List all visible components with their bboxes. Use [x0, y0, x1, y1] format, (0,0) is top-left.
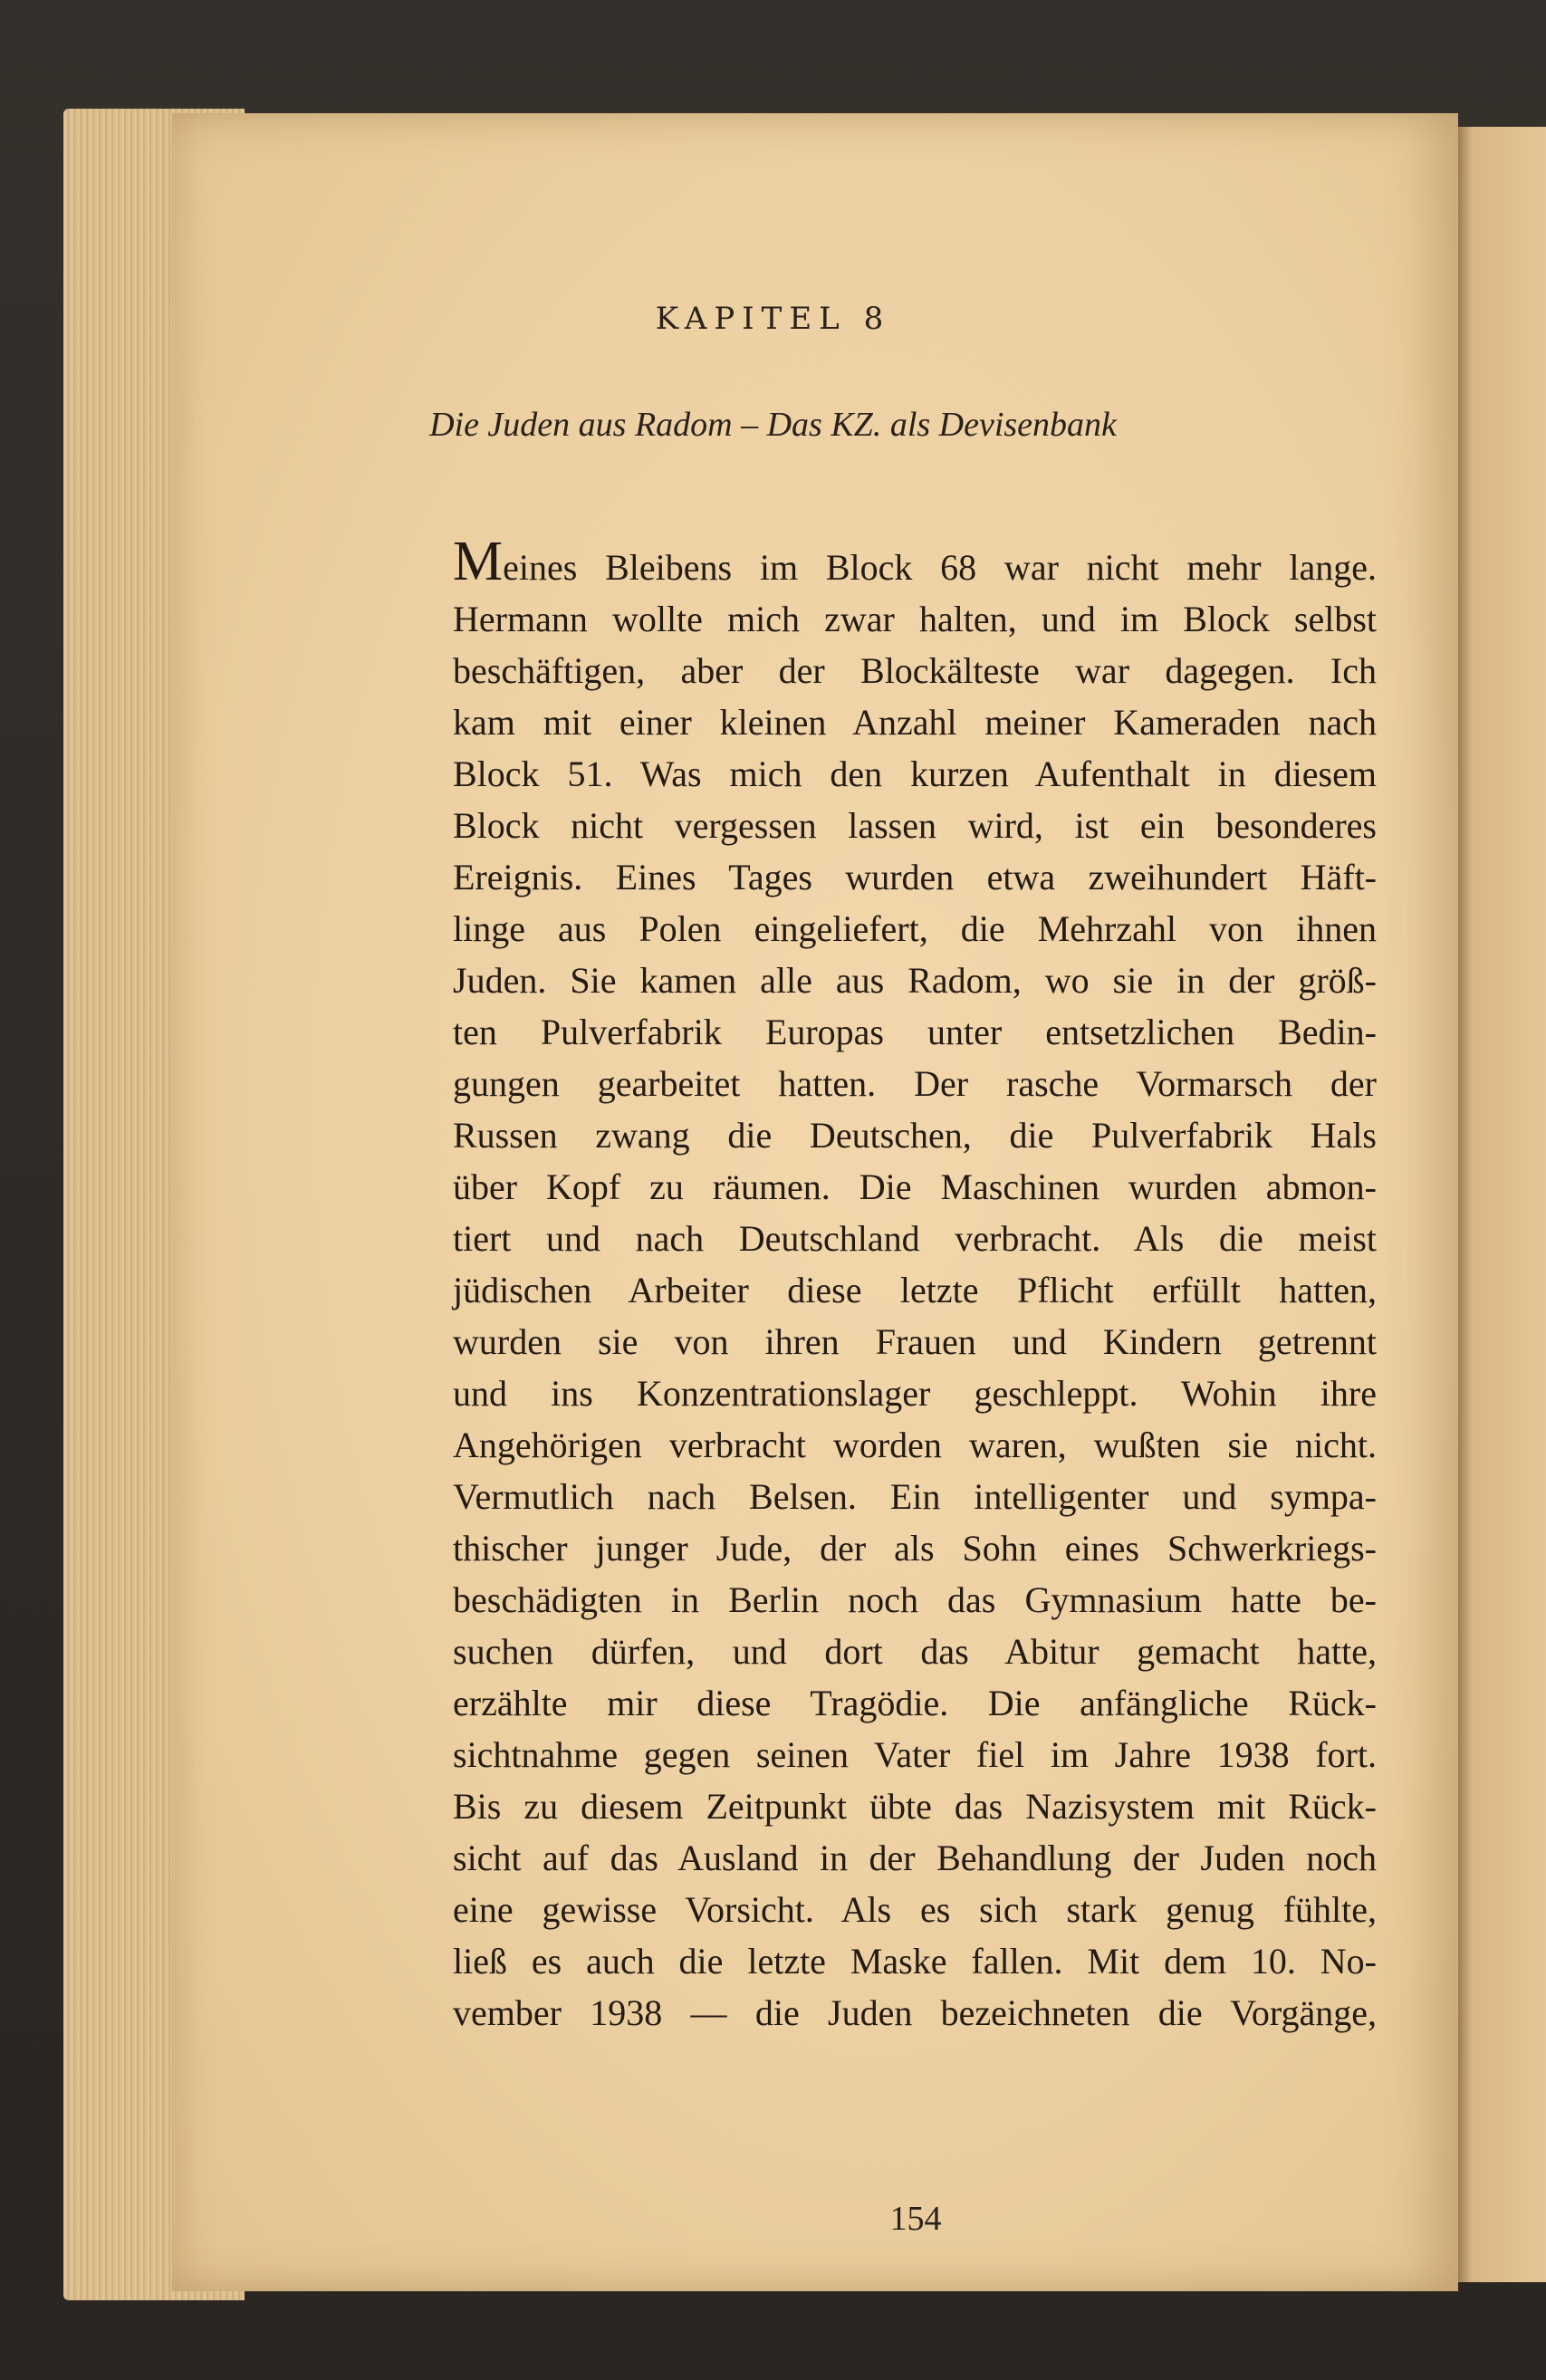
text-line: beschäftigen, aber der Blockälteste war dagegen. Ich	[453, 650, 1377, 691]
text-line: kam mit einer kleinen Anzahl meiner Kameraden nach	[453, 702, 1377, 743]
text-line: sicht auf das Ausland in der Behandlung der Juden noch	[453, 1838, 1377, 1878]
text-line: über Kopf zu räumen. Die Maschinen wurden abmon-	[453, 1166, 1377, 1207]
text-line: Block 51. Was mich den kurzen Aufenthalt in diesem	[453, 753, 1377, 794]
facing-page-edge	[1454, 127, 1546, 2282]
text-line: sichtnahme gegen seinen Vater fiel im Jahre 1938 fort.	[453, 1734, 1377, 1775]
initial-letter: M	[453, 531, 504, 592]
text-line: Juden. Sie kamen alle aus Radom, wo sie in der größ-	[453, 960, 1377, 1001]
text-line: erzählte mir diese Tragödie. Die anfängliche Rück-	[453, 1683, 1377, 1723]
text-line: Russen zwang die Deutschen, die Pulverfabrik Hals	[453, 1115, 1377, 1156]
text-line: ließ es auch die letzte Maske fallen. Mit dem 10. No-	[453, 1941, 1377, 1982]
text-line: thischer junger Jude, der als Sohn eines Schwerkriegs-	[453, 1528, 1377, 1569]
chapter-subtitle: Die Juden aus Radom – Das KZ. als Devisenbank	[429, 406, 1117, 444]
text-line: ten Pulverfabrik Europas unter entsetzlichen Bedin-	[453, 1012, 1377, 1052]
chapter-heading: KAPITEL 8	[655, 301, 891, 337]
text-line: linge aus Polen eingeliefert, die Mehrzahl von ihnen	[453, 908, 1377, 949]
body-text	[453, 531, 1377, 2039]
text-line: Vermutlich nach Belsen. Ein intelligenter und sympa-	[453, 1476, 1377, 1517]
text-line: Block nicht vergessen lassen wird, ist ein besonderes	[453, 805, 1377, 846]
text-line: eine gewisse Vorsicht. Als es sich stark genug fühlte,	[453, 1889, 1377, 1930]
text-line: wurden sie von ihren Frauen und Kindern getrennt	[453, 1321, 1377, 1362]
text-line: Ereignis. Eines Tages wurden etwa zweihundert Häft-	[453, 857, 1377, 897]
text-line: Bis zu diesem Zeitpunkt übte das Nazisystem mit Rück-	[453, 1786, 1377, 1827]
text-line: jüdischen Arbeiter diese letzte Pflicht erfüllt hatten,	[453, 1270, 1377, 1310]
text-line: gungen gearbeitet hatten. Der rasche Vormarsch der	[453, 1063, 1377, 1104]
text-line: Meines Bleibens im Block 68 war nicht mehr lange.	[453, 531, 1377, 592]
text-line: Hermann wollte mich zwar halten, und im Block selbst	[453, 599, 1377, 639]
text-line: Angehörigen verbracht worden waren, wußten sie nicht.	[453, 1425, 1377, 1465]
text-line: und ins Konzentrationslager geschleppt. Wohin ihre	[453, 1373, 1377, 1414]
text-line: beschädigten in Berlin noch das Gymnasium hatte be-	[453, 1579, 1377, 1620]
text-line: vember 1938 — die Juden bezeichneten die Vorgänge,	[453, 1992, 1377, 2033]
text-line: suchen dürfen, und dort das Abitur gemacht hatte,	[453, 1631, 1377, 1672]
page-number: 154	[889, 2200, 942, 2238]
text-line: tiert und nach Deutschland verbracht. Als die meist	[453, 1218, 1377, 1259]
